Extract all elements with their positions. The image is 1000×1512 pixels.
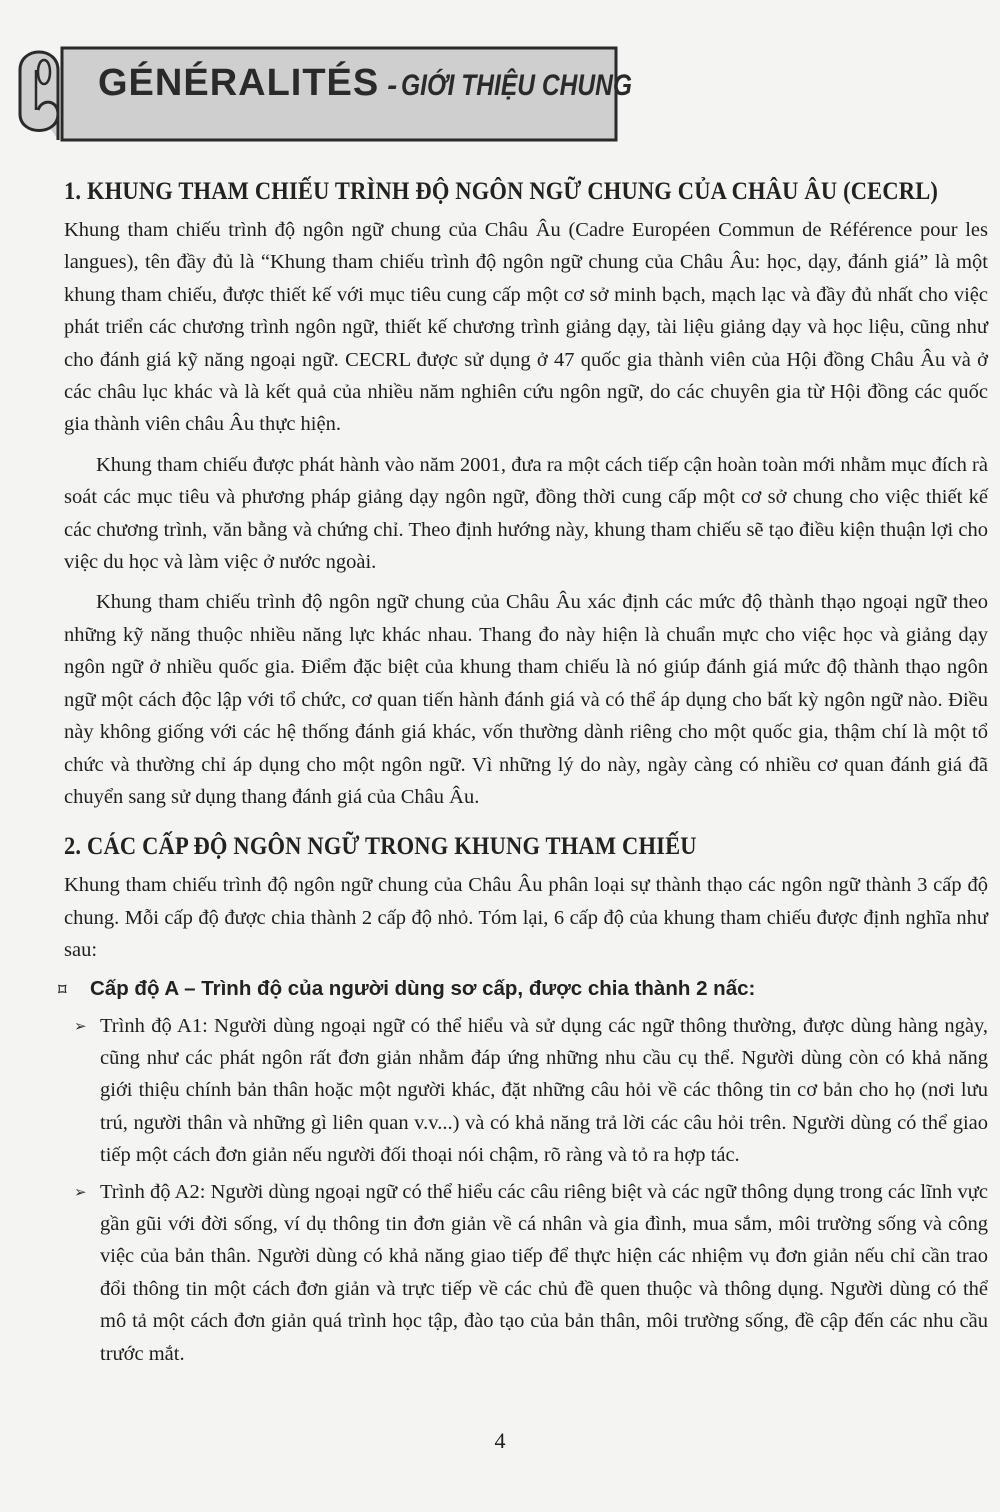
- list-item: [64, 1176, 988, 1370]
- square-bullet-icon: ⌑: [58, 979, 67, 999]
- list-item: [64, 1010, 988, 1172]
- level-a-label: Cấp độ A – Trình độ của người dùng sơ cấp, được chia thành 2 nấc:: [90, 976, 756, 1000]
- page-content: [58, 178, 988, 1370]
- chapter-title: [98, 62, 683, 105]
- arrow-bullet-icon: ➢: [74, 1016, 87, 1035]
- section-1-heading: 1. KHUNG THAM CHIẾU TRÌNH ĐỘ NGÔN NGỮ CHUNG CỦA CHÂU ÂU (CECRL): [64, 178, 939, 205]
- page-number: 4: [494, 1428, 506, 1453]
- chapter-title-main: GÉNÉRALITÉS: [98, 62, 380, 104]
- section-2-intro: Khung tham chiếu trình độ ngôn ngữ chung của Châu Âu phân loại sự thành thạo các ngôn ngữ thành 3 cấp độ chung. Mỗi cấp độ được chia thành 2 cấp độ nhỏ. Tóm lại, 6 cấp độ của khung tham chiếu được định nghĩa như sau:: [64, 874, 988, 962]
- level-a-heading: [58, 973, 988, 1006]
- section-1-paragraph-1: Khung tham chiếu trình độ ngôn ngữ chung của Châu Âu (Cadre Européen Commun de Référence pour les langues), tên đầy đủ là “Khung tham chiếu trình độ ngôn ngữ chung của Châu Âu: học, dạy, đánh giá” là một khung tham chiếu, được thiết kế với mục tiêu cung cấp một cơ sở minh bạch, mạch lạc và đầy đủ nhất cho việc phát triển các chương trình ngôn ngữ, thiết kế chương trình giảng dạy, tài liệu giảng dạy và học liệu, cũng như cho đánh giá kỹ năng ngoại ngữ. CECRL được sử dụng ở 47 quốc gia thành viên của Hội đồng Châu Âu và ở các châu lục khác và là kết quả của nhiều năm nghiên cứu ngôn ngữ, do các chuyên gia từ Hội đồng các quốc gia thành viên châu Âu thực hiện.: [64, 219, 988, 436]
- section-1-paragraph-3: Khung tham chiếu trình độ ngôn ngữ chung của Châu Âu xác định các mức độ thành thạo ngoại ngữ theo những kỹ năng thuộc nhiều năng lực khác nhau. Thang đo này hiện là chuẩn mực cho việc học và giảng dạy ngôn ngữ ở nhiều quốc gia. Điểm đặc biệt của khung tham chiếu là nó giúp đánh giá mức độ thành thạo ngôn ngữ một cách độc lập với tổ chức, cơ quan tiến hành đánh giá và có thể áp dụng cho bất kỳ ngôn ngữ nào. Điều này không giống với các hệ thống đánh giá khác, vốn thường dành riêng cho một quốc gia, thậm chí là một tổ chức và thường chỉ áp dụng cho một ngôn ngữ. Vì những lý do này, ngày càng có nhiều cơ quan đánh giá đã chuyển sang sử dụng thang đánh giá của Châu Âu.: [64, 591, 988, 808]
- chapter-banner: [14, 40, 633, 142]
- section-1-paragraph-2: Khung tham chiếu được phát hành vào năm 2001, đưa ra một cách tiếp cận hoàn toàn mới nhằm mục đích rà soát các mục tiêu và phương pháp giảng dạy ngôn ngữ, đồng thời cung cấp một cơ sở chung cho việc thiết kế các chương trình, văn bằng và chứng chỉ. Theo định hướng này, khung tham chiếu sẽ tạo điều kiện thuận lợi cho việc du học và làm việc ở nước ngoài.: [64, 453, 988, 574]
- section-2-heading: 2. CÁC CẤP ĐỘ NGÔN NGỮ TRONG KHUNG THAM CHIẾU: [64, 833, 697, 861]
- chapter-title-separator: -: [387, 69, 398, 102]
- chapter-title-sub: GIỚI THIỆU CHUNG: [401, 69, 633, 102]
- arrow-bullet-icon: ➢: [74, 1182, 87, 1201]
- level-a1-text: Trình độ A1: Người dùng ngoại ngữ có thể hiểu và sử dụng các ngữ thông thường, được dùng hàng ngày, cũng như các phát ngôn rất đơn giản nhằm đáp ứng những nhu cầu cụ thể. Người dùng còn có khả năng giới thiệu chính bản thân hoặc một người khác, đặt những câu hỏi về các thông tin cơ bản cho họ (nơi lưu trú, người thân và những gì liên quan v.v...) và có khả năng trả lời các câu hỏi trên. Người dùng có thể giao tiếp một cách đơn giản nếu người đối thoại nói chậm, rõ ràng và tỏ ra hợp tác.: [100, 1014, 988, 1167]
- level-a2-text: Trình độ A2: Người dùng ngoại ngữ có thể hiểu các câu riêng biệt và các ngữ thông dụng trong các lĩnh vực gần gũi với đời sống, ví dụ thông tin đơn giản về cá nhân và gia đình, mua sắm, môi trường sống và công việc của bản thân. Người dùng có khả năng giao tiếp để thực hiện các nhiệm vụ đơn giản nếu chỉ cần trao đổi thông tin một cách đơn giản và trực tiếp về các chủ đề quen thuộc và thông dụng. Người dùng có thể mô tả một cách đơn giản quá trình học tập, đào tạo của bản thân, môi trường sống, đề cập đến các nhu cầu trước mắt.: [100, 1180, 988, 1365]
